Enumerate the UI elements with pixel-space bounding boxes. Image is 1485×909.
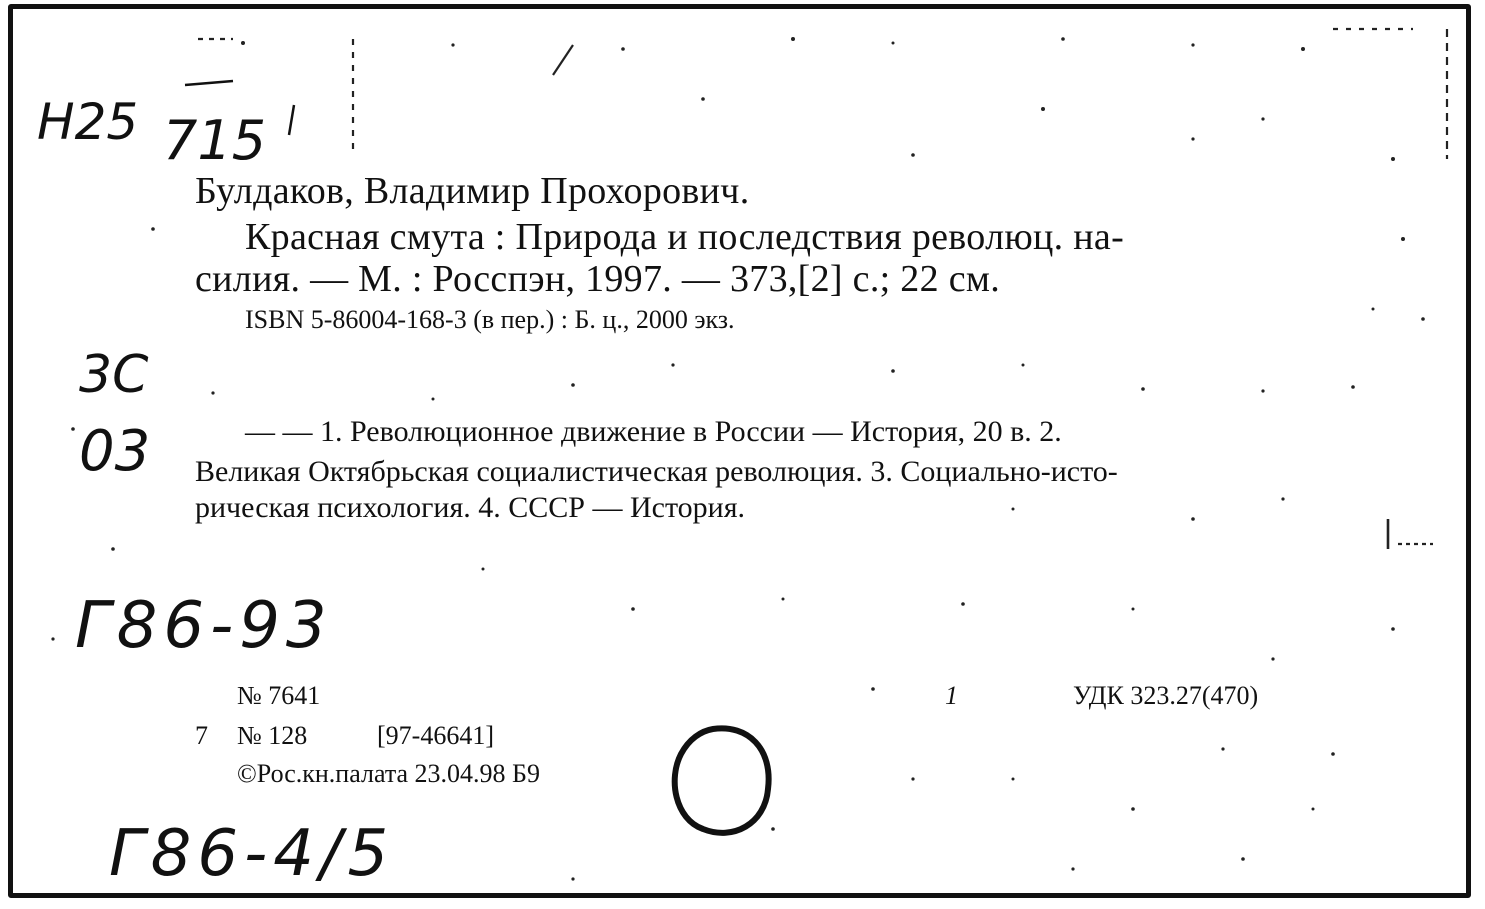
- book-chamber-line: ©Рос.кн.палата 23.04.98 Б9: [237, 759, 540, 788]
- handwritten-note-3c: 3С: [79, 345, 149, 405]
- footer-mark: 1: [945, 681, 958, 710]
- handwritten-shelf-prefix: Н25: [37, 93, 139, 151]
- subject-line-3: рическая психология. 4. СССР — История.: [195, 491, 746, 524]
- catalog-card: [8, 4, 1471, 898]
- handwritten-shelf-number: 715: [163, 109, 267, 172]
- isbn-line: ISBN 5-86004-168-3 (в пер.) : Б. ц., 2000 экз.: [245, 305, 735, 334]
- title-line-1: Красная смута : Природа и последствия революц. на-: [245, 216, 1125, 258]
- handwritten-note-g86-93: Г86-93: [75, 589, 333, 663]
- record-number: № 7641: [237, 681, 321, 710]
- card-number: № 128: [237, 721, 308, 750]
- udk-code: УДК 323.27(470): [1073, 681, 1259, 710]
- subject-line-1: — — 1. Революционное движение в России — История, 20 в. 2.: [245, 415, 1062, 448]
- author-heading: Булдаков, Владимир Прохорович.: [195, 170, 750, 212]
- card-bracket-number: [97-46641]: [377, 721, 494, 750]
- title-line-2: силия. — М. : Росспэн, 1997. — 373,[2] с.; 22 см.: [195, 258, 1001, 300]
- subject-line-2: Великая Октябрьская социалистическая революция. 3. Социально-исто-: [195, 455, 1118, 488]
- copies-prefix: 7: [195, 721, 208, 750]
- handwritten-note-03: 03: [79, 419, 151, 484]
- handwritten-note-g86-4-5: Г86-4/5: [109, 817, 395, 891]
